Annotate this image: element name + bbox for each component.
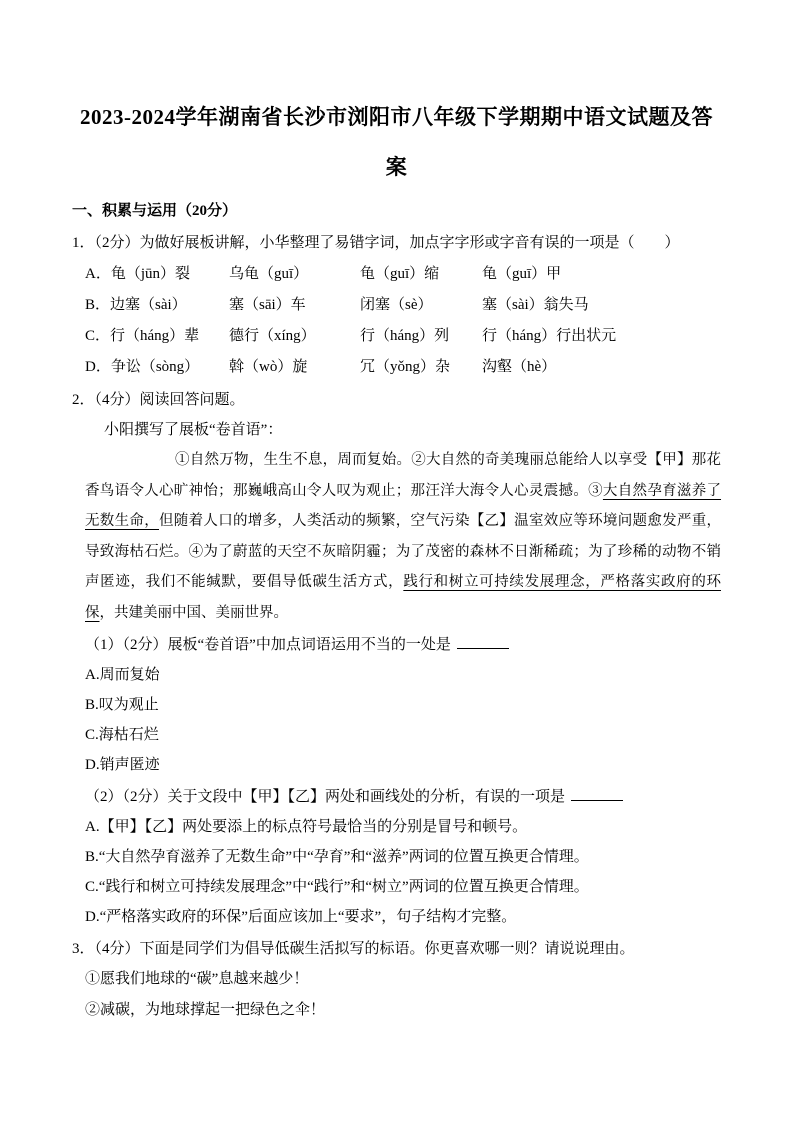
q2-1-option-b: B.叹为观止 bbox=[85, 697, 159, 713]
q2-1-option-d: D.销声匿迹 bbox=[85, 757, 160, 773]
q1-option-row-c bbox=[85, 321, 721, 352]
option-cell: B．边塞（sài） bbox=[85, 297, 187, 313]
option-cell: 行（háng）列 bbox=[360, 328, 450, 344]
option-cell: 行（háng）行出状元 bbox=[482, 328, 617, 344]
q2-2-option-b: B.“大自然孕育滋养了无数生命”中“孕育”和“滋养”两词的位置互换更合情理。 bbox=[85, 849, 589, 865]
option-cell: 德行（xíng） bbox=[229, 328, 316, 344]
title-line-2: 案 bbox=[385, 155, 408, 179]
option-cell: 冗（yǒng）杂 bbox=[360, 359, 451, 375]
question-2-passage bbox=[85, 445, 721, 628]
option-cell: A．龟（jūn）裂 bbox=[85, 266, 191, 282]
q2-1-option-a: A.周而复始 bbox=[85, 667, 160, 683]
question-1-stem: 1．（2分）为做好展板讲解，小华整理了易错字词，加点字字形或字音有误的一项是（ ） bbox=[72, 235, 680, 251]
option-cell: 乌龟（guī） bbox=[229, 266, 309, 282]
option-cell: 闭塞（sè） bbox=[360, 297, 433, 313]
question-1-options bbox=[85, 259, 721, 383]
option-cell: 龟（guī）缩 bbox=[360, 266, 440, 282]
option-cell: 沟壑（hè） bbox=[482, 359, 557, 375]
option-cell: 斡（wò）旋 bbox=[229, 359, 308, 375]
q3-slogan-2: ②减碳，为地球撑起一把绿色之伞！ bbox=[85, 1002, 326, 1018]
option-cell: 塞（sāi）车 bbox=[229, 297, 306, 313]
passage-segment: 但随着人口的增多，人类活动的频繁，空气污染【乙】温室效应等环境问题愈发严重，导致海枯石烂。④为了蔚蓝的天空不灰暗阴霾；为了茂密的森林不日渐稀疏；为了珍稀的动物不销声匿迹，我们不能缄默，要倡导低碳生活方式， bbox=[85, 513, 722, 590]
question-2-intro: 小阳撰写了展板“卷首语”： bbox=[104, 422, 283, 438]
question-3-stem: 3．（4分）下面是同学们为倡导低碳生活拟写的标语。你更喜欢哪一则？请说说理由。 bbox=[72, 941, 635, 957]
passage-underlined-segment: 践行和树立可持续发展理念，严格落实政府的环保 bbox=[85, 574, 721, 621]
q1-option-row-d bbox=[85, 352, 721, 383]
option-cell: 龟（guī）甲 bbox=[482, 266, 562, 282]
q3-slogan-1: ①愿我们地球的“碳”息越来越少！ bbox=[85, 971, 309, 987]
question-2-2-stem bbox=[85, 782, 721, 812]
answer-blank bbox=[571, 787, 623, 801]
question-2-1-stem bbox=[85, 630, 721, 660]
q1-option-row-b bbox=[85, 290, 721, 321]
question-2-stem: 2．（4分）阅读回答问题。 bbox=[72, 392, 245, 408]
title-line-1: 2023-2024学年湖南省长沙市浏阳市八年级下学期期中语文试题及答 bbox=[80, 105, 713, 129]
question-2-1-text: （1）（2分）展板“卷首语”中加点词语运用不当的一处是 bbox=[85, 637, 451, 653]
answer-blank bbox=[457, 635, 509, 649]
q2-2-option-c: C.“践行和树立可持续发展理念”中“践行”和“树立”两词的位置互换更合情理。 bbox=[85, 879, 589, 895]
option-cell: D．争讼（sòng） bbox=[85, 359, 200, 375]
q2-1-option-c: C.海枯石烂 bbox=[85, 727, 159, 743]
document-title bbox=[72, 92, 721, 192]
q1-option-row-a bbox=[85, 259, 721, 290]
passage-underlined-segment: 大自然孕育滋养了无数生命， bbox=[85, 482, 722, 529]
question-2-2-text: （2）（2分）关于文段中【甲】【乙】两处和画线处的分析，有误的一项是 bbox=[85, 789, 566, 805]
passage-segment: ①自然万物，生生不息，周而复始。②大自然的奇美瑰丽总能给人以享受【甲】那花香鸟语令人心旷神怡；那巍峨高山令人叹为观止；那汪洋大海令人心灵震撼。③ bbox=[85, 452, 721, 499]
q2-2-option-a: A.【甲】【乙】两处要添上的标点符号最恰当的分别是冒号和顿号。 bbox=[85, 819, 528, 835]
option-cell: 塞（sài）翁失马 bbox=[482, 297, 589, 313]
passage-segment: ，共建美丽中国、美丽世界。 bbox=[99, 604, 288, 621]
option-cell: C．行（háng）辈 bbox=[85, 328, 200, 344]
q2-2-option-d: D.“严格落实政府的环保”后面应该加上“要求”，句子结构才完整。 bbox=[85, 909, 517, 925]
section-heading: 一、积累与运用（20分） bbox=[72, 203, 238, 219]
